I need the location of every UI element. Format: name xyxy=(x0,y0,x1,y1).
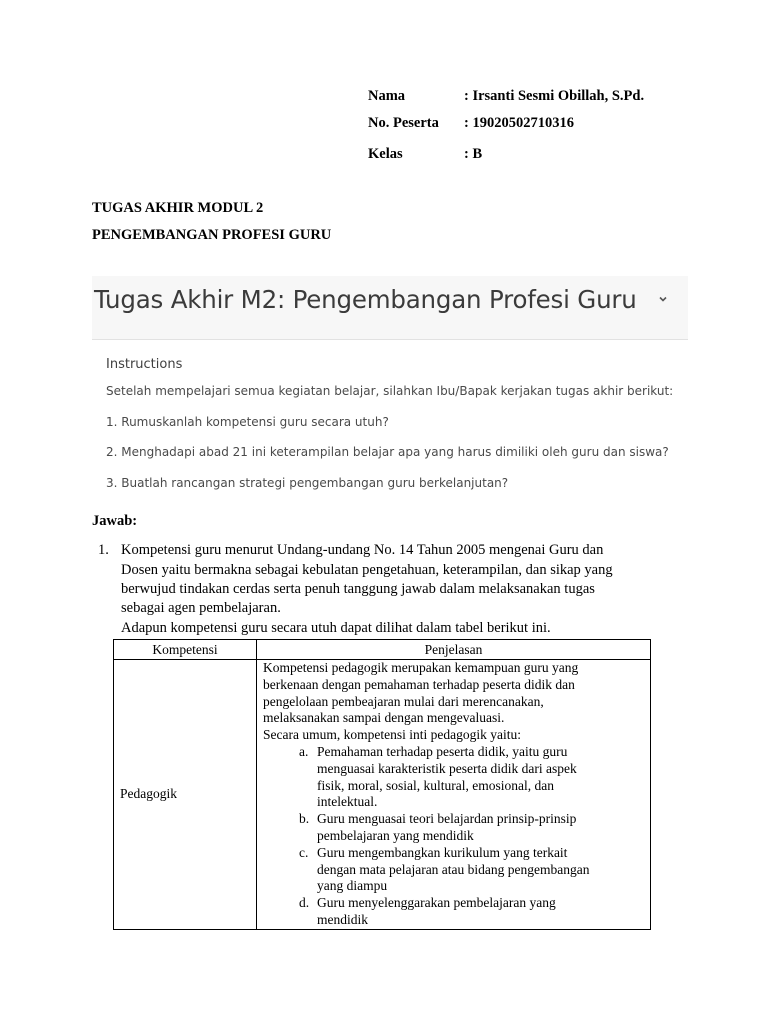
header-penjelasan: Penjelasan xyxy=(257,640,651,660)
para-line: melaksanakan sampai dengan mengevaluasi. xyxy=(263,710,505,726)
participant-value: : 19020502710316 xyxy=(464,115,574,131)
heading-line-2: PENGEMBANGAN PROFESI GURU xyxy=(92,227,332,243)
competency-table xyxy=(113,639,651,930)
answer-item-number: 1. xyxy=(98,542,109,558)
para-line: Kompetensi pedagogik merupakan kemampuan guru yang xyxy=(263,660,579,675)
task-instructions xyxy=(92,340,688,500)
list-line: yang diampu xyxy=(317,878,388,894)
task-title: Tugas Akhir M2: Pengembangan Profesi Guru xyxy=(94,285,637,314)
question-3: 3. Buatlah rancangan strategi pengembangan guru berkelanjutan? xyxy=(106,476,509,490)
participant-label: No. Peserta xyxy=(368,115,439,131)
list-marker: b. xyxy=(299,811,310,827)
instructions-label: Instructions xyxy=(106,357,183,372)
table-header-row xyxy=(114,640,651,660)
list-marker: c. xyxy=(299,844,309,860)
list-line: fisik, moral, sosial, kultural, emosional, dan xyxy=(317,777,554,793)
answer-line: Kompetensi guru menurut Undang-undang No. 14 Tahun 2005 mengenai Guru dan xyxy=(121,542,604,558)
list-line: Pemahaman terhadap peserta didik, yaitu guru xyxy=(317,743,568,759)
question-1: 1. Rumuskanlah kompetensi guru secara utuh? xyxy=(106,415,389,429)
chevron-down-icon xyxy=(657,293,669,305)
para-line: Secara umum, kompetensi inti pedagogik yaitu: xyxy=(263,727,521,743)
table-row xyxy=(114,660,651,930)
answer-label: Jawab: xyxy=(92,513,138,529)
header-kompetensi: Kompetensi xyxy=(114,640,257,660)
answer-line: Adapun kompetensi guru secara utuh dapat dilihat dalam tabel berikut ini. xyxy=(121,620,551,636)
answer-line: sebagai agen pembelajaran. xyxy=(121,600,281,616)
list-marker: a. xyxy=(299,743,309,759)
para-line: berkenaan dengan pemahaman terhadap peserta didik dan xyxy=(263,676,575,692)
question-2: 2. Menghadapi abad 21 ini keterampilan belajar apa yang harus dimiliki oleh guru dan siswa? xyxy=(106,445,669,459)
list-line: dengan mata pelajaran atau bidang pengembangan xyxy=(317,861,590,877)
list-marker: d. xyxy=(299,895,310,911)
cell-penjelasan xyxy=(257,660,651,930)
heading-line-1: TUGAS AKHIR MODUL 2 xyxy=(92,200,264,216)
list-line: Guru menguasai teori belajardan prinsip-prinsip xyxy=(317,811,577,827)
embedded-task-screenshot xyxy=(92,276,688,500)
list-item xyxy=(263,895,650,929)
list-item xyxy=(263,811,650,845)
pedagogik-points xyxy=(263,744,650,929)
answer-line: berwujud tindakan cerdas serta penuh tanggung jawab dalam melaksanakan tugas xyxy=(121,581,595,597)
list-line: Guru mengembangkan kurikulum yang terkait xyxy=(317,844,568,860)
list-line: menguasai karakteristik peserta didik dari aspek xyxy=(317,760,577,776)
task-header xyxy=(92,276,688,340)
class-label: Kelas xyxy=(368,146,403,162)
list-line: intelektual. xyxy=(317,794,378,810)
list-line: pembelajaran yang mendidik xyxy=(317,827,474,843)
para-line: pengelolaan pembeajaran mulai dari merencanakan, xyxy=(263,693,544,709)
instructions-intro: Setelah mempelajari semua kegiatan belajar, silahkan Ibu/Bapak kerjakan tugas akhir berikut: xyxy=(106,384,674,398)
class-value: : B xyxy=(464,146,483,162)
list-line: Guru menyelenggarakan pembelajaran yang xyxy=(317,895,556,911)
cell-kompetensi: Pedagogik xyxy=(114,660,257,930)
answer-line: Dosen yaitu bermakna sebagai kebulatan pengetahuan, keterampilan, dan sikap yang xyxy=(121,562,613,578)
list-item xyxy=(263,845,650,895)
list-line: mendidik xyxy=(317,911,368,927)
name-label: Nama xyxy=(368,88,406,104)
list-item xyxy=(263,744,650,811)
name-value: : Irsanti Sesmi Obillah, S.Pd. xyxy=(464,88,645,104)
